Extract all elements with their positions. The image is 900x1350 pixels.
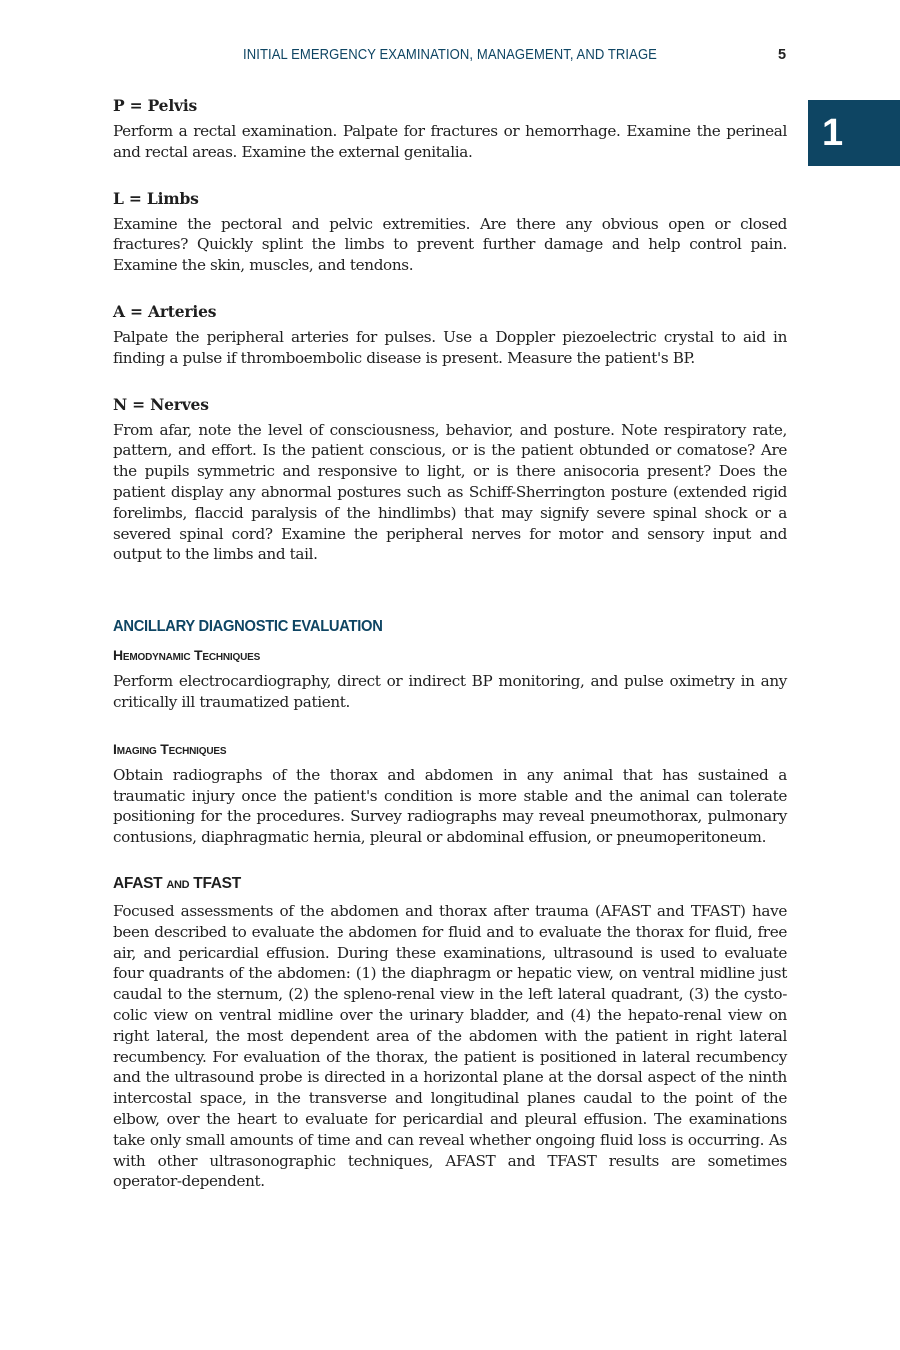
imaging-section — [113, 739, 787, 848]
afast-heading-a: AFAST — [113, 874, 163, 892]
arteries-section — [113, 302, 787, 369]
chapter-tab: 1 — [808, 100, 900, 166]
nerves-heading: N = Nerves — [113, 394, 209, 414]
arteries-text: Palpate the peripheral arteries for pulses. Use a Doppler piezoelectric crystal to aid in finding a pulse if thromboembolic disease is present. Measure the patient's BP. — [113, 327, 787, 367]
nerves-text: From afar, note the level of consciousness, behavior, and posture. Note respiratory rate, pattern, and effort. Is the patient conscious, or is the patient obtunded or comatose? Are the pupils symmetric and responsive to light, or is there anisocoria present? Does the patient display any abnormal postures such as Schiff-Sherrington posture (extended rigid forelimbs, flaccid paralysis of the hindlimbs) that may signify severe spinal shock or a severed spinal cord? Examine the peripheral nerves for motor and sensory input and output to the limbs and tail. — [113, 420, 787, 564]
limbs-heading: L = Limbs — [113, 188, 199, 208]
page-number: 5 — [778, 47, 787, 63]
afast-heading — [113, 874, 787, 895]
imaging-heading: Imaging Techniques — [113, 740, 227, 757]
pelvis-text: Perform a rectal examination. Palpate for fractures or hemorrhage. Examine the perineal and rectal areas. Examine the external genitalia. — [113, 122, 787, 161]
afast-heading-b: TFAST — [193, 874, 241, 892]
page-body — [113, 96, 787, 1218]
running-head: INITIAL EMERGENCY EXAMINATION, MANAGEMENT, AND TRIAGE — [243, 47, 657, 63]
hemodynamic-section — [113, 645, 787, 713]
afast-section — [113, 874, 787, 1192]
afast-heading-and: AND — [166, 878, 190, 891]
nerves-section — [113, 395, 787, 566]
hemodynamic-heading: Hemodynamic Techniques — [113, 647, 261, 664]
limbs-text: Examine the pectoral and pelvic extremities. Are there any obvious open or closed fractures? Quickly splint the limbs to prevent further damage and help control pain. Examine the skin, muscles, and tendons. — [113, 214, 787, 275]
arteries-heading: A = Arteries — [113, 301, 217, 321]
limbs-section — [113, 189, 787, 276]
pelvis-heading: P = Pelvis — [113, 96, 198, 115]
pelvis-section — [113, 96, 787, 163]
ancillary-heading: ANCILLARY DIAGNOSTIC EVALUATION — [113, 618, 383, 636]
hemodynamic-text: Perform electrocardiography, direct or indirect BP monitoring, and pulse oximetry in any critically ill traumatized patient. — [113, 672, 787, 711]
imaging-text: Obtain radiographs of the thorax and abdomen in any animal that has sustained a traumatic injury once the patient's condition is more stable and the animal can tolerate positioning for the procedures. Survey radiographs may reveal pneumothorax, pulmonary contusions, diaphragmatic hernia, pleural or abdominal effusion, or pneumoperitoneum. — [113, 765, 787, 847]
afast-text: Focused assessments of the abdomen and thorax after trauma (AFAST and TFAST) have been described to evaluate the abdomen for fluid and to evaluate the thorax for fluid, free air, and pericardial effusion. During these examinations, ultrasound is used to evaluate four quadrants of the abdomen: (1) the diaphragm or hepatic view, on ventral midline just caudal to the sternum, (2) the spleno-renal view in the left lateral quadrant, (3) the cysto-colic view on ventral midline over the urinary bladder, and (4) the hepato-renal view on right lateral, the most dependent area of the abdomen with the patient in right lateral recumbency. For evaluation of the thorax, the patient is positioned in lateral recumbency and the ultrasound probe is directed in a horizontal plane at the dorsal aspect of the ninth intercostal space, in the transverse and longitudinal planes caudal to the point of the elbow, over the heart to evaluate for pericardial and pleural effusion. The examinations take only small amounts of time and can reveal whether ongoing fluid loss is occurring. As with other ultrasonographic techniques, AFAST and TFAST results are sometimes operator-dependent. — [113, 901, 787, 1191]
